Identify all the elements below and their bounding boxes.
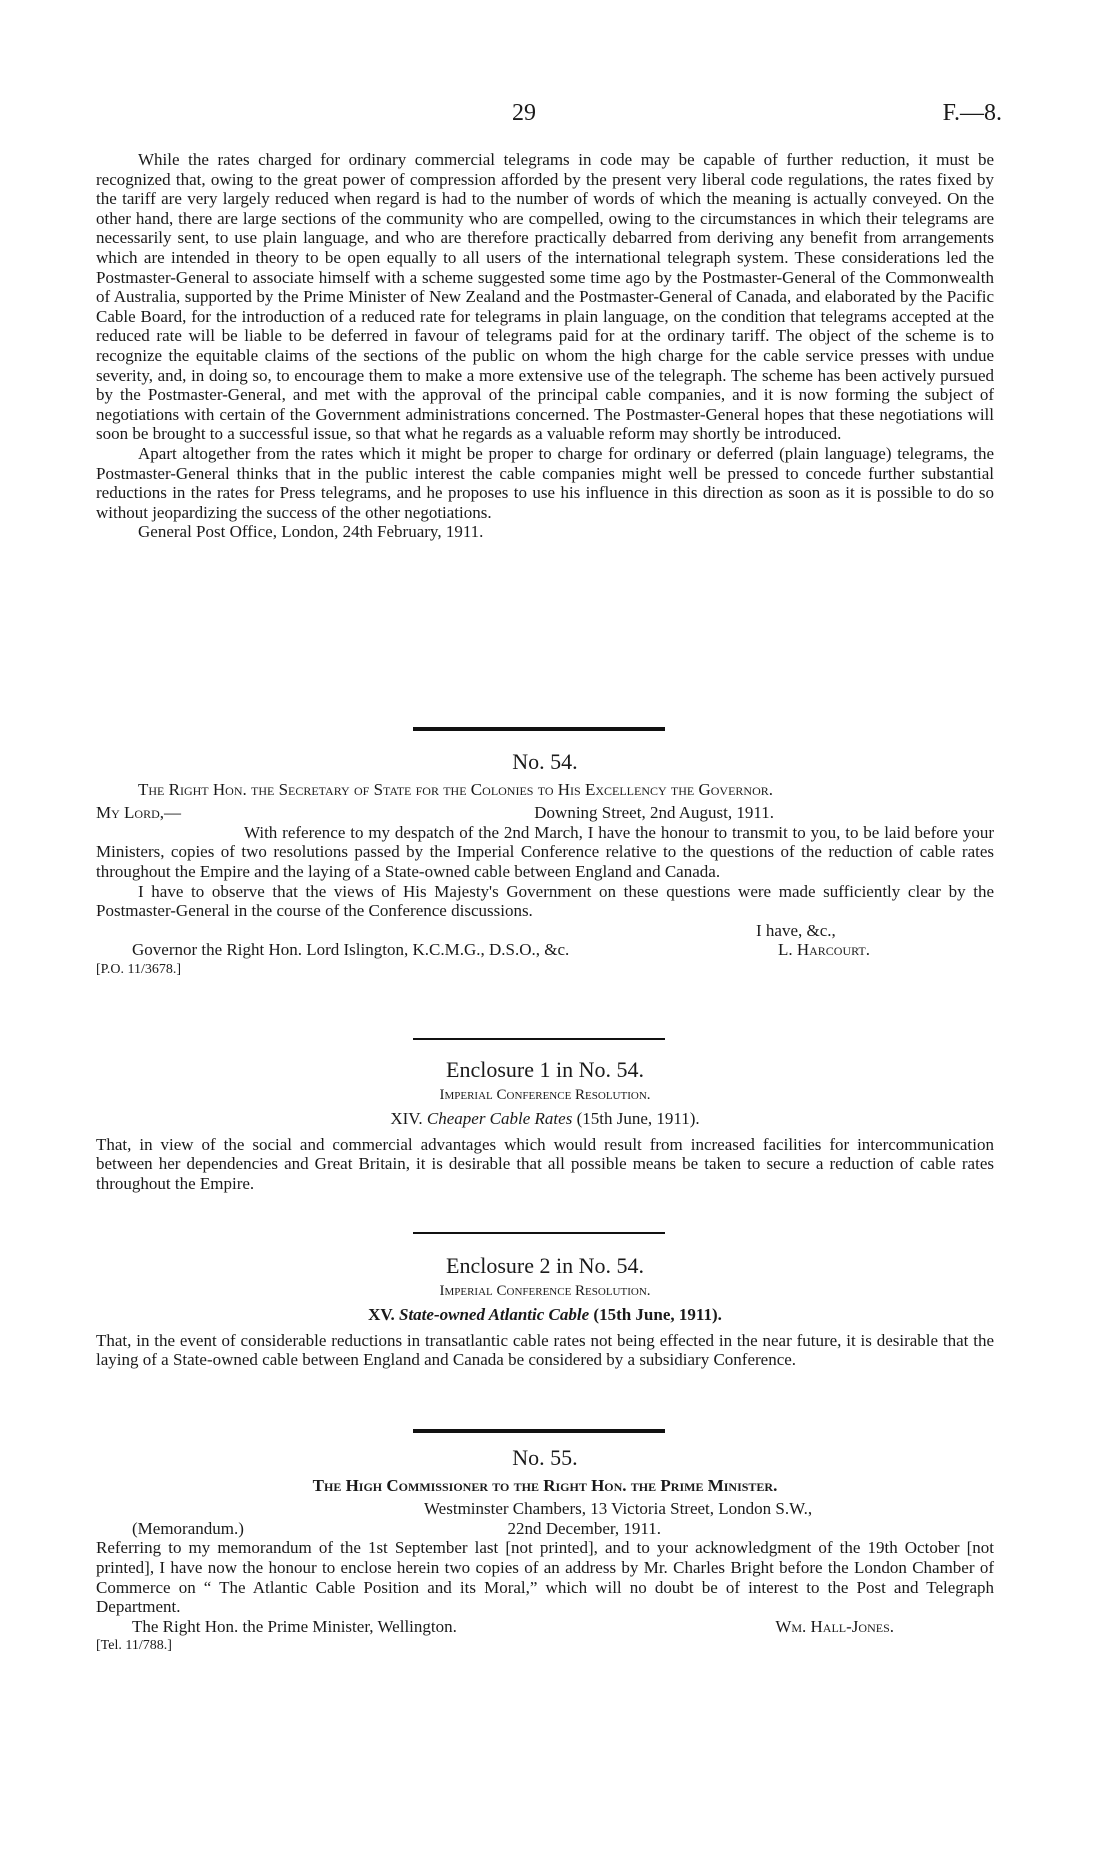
letter-54-closing: I have, &c., — [756, 920, 836, 940]
letter-54-heading: No. 54. — [512, 749, 578, 774]
section-divider — [413, 1232, 665, 1234]
letter-54-salutation: My Lord,— — [96, 803, 182, 823]
letter-55 — [96, 1445, 994, 1656]
letter-55-addressee: The Right Hon. the Prime Minister, Wellington. — [132, 1616, 457, 1636]
enclosure-2-resolution-line — [96, 1305, 994, 1325]
intro-paragraph-2: Apart altogether from the rates which it might be proper to charge for ordinary or deferred (plain language) telegrams, the Postmaster-General thinks that in the public interest the cable companies might well be pressed to concede further substantial reductions in the rates for Press telegrams, and he proposes to use his influence in this direction as soon as it is possible to do so without jeopardizing the success of the other negotiations. — [96, 443, 994, 522]
document-reference: F.—8. — [942, 100, 1002, 126]
letter-55-signature: Wm. Hall-Jones. — [775, 1616, 894, 1636]
letter-55-date: 22nd December, 1911. — [507, 1518, 661, 1538]
enclosure-2-text: That, in the event of considerable reductions in transatlantic cable rates not being effected in the near future, it is desirable that the laying of a State-owned cable between England and Canada be considered by a subsidiary Conference. — [96, 1330, 994, 1370]
letter-54-signature: L. Harcourt. — [777, 940, 870, 960]
letter-55-file-ref: [Tel. 11/788.] — [96, 1638, 172, 1654]
enclosure-2-subheading: Imperial Conference Resolution. — [439, 1282, 651, 1299]
letter-55-from-to: The High Commissioner to the Right Hon. the Prime Minister. — [312, 1475, 778, 1495]
section-divider — [413, 727, 665, 731]
enclosure-1-text: That, in view of the social and commercial advantages which would result from increased facilities for intercommunication between her dependencies and Great Britain, it is desirable that all possible means be taken to secure a reduction of cable rates throughout the Empire. — [96, 1134, 994, 1193]
intro-dateline: General Post Office, London, 24th February, 1911. — [138, 522, 484, 542]
enclosure-2-resolution-date: (15th June, 1911). — [593, 1305, 722, 1325]
enclosure-1 — [96, 1057, 994, 1194]
letter-54 — [96, 749, 994, 980]
letter-54-file-ref: [P.O. 11/3678.] — [96, 961, 182, 977]
letter-54-addressee: Governor the Right Hon. Lord Islington, K.C.M.G., D.S.O., &c. — [132, 940, 570, 960]
letter-54-paragraph-2: I have to observe that the views of His Majesty's Government on these questions were made sufficiently clear by the Postmaster-General in the course of the Conference discussions. — [96, 881, 994, 921]
section-divider — [413, 1429, 665, 1433]
enclosure-1-resolution-date: (15th June, 1911). — [576, 1109, 700, 1129]
enclosure-1-resolution-line — [96, 1109, 994, 1129]
enclosure-1-subheading: Imperial Conference Resolution. — [439, 1086, 651, 1103]
letter-55-address: Westminster Chambers, 13 Victoria Street, London S.W., — [424, 1499, 813, 1519]
letter-55-text: Referring to my memorandum of the 1st September last [not printed], and to your acknowledgment of the 19th October [not printed], I have now the honour to enclose herein two copies of an address by Mr. Charles Bright before the London Chamber of Commerce on “ The Atlantic Cable Position and its Moral,” which will no doubt be of interest to the Post and Telegraph Department. — [96, 1538, 994, 1617]
letter-55-memo-label: (Memorandum.) — [132, 1518, 244, 1538]
enclosure-2-heading: Enclosure 2 in No. 54. — [446, 1253, 644, 1278]
letter-54-place-date: Downing Street, 2nd August, 1911. — [534, 803, 774, 823]
enclosure-1-heading: Enclosure 1 in No. 54. — [446, 1057, 644, 1082]
intro-section — [96, 150, 994, 542]
enclosure-1-resolution-number: XIV. — [390, 1109, 423, 1129]
letter-54-paragraph-1: With reference to my despatch of the 2nd March, I have the honour to transmit to you, to be laid before your Ministers, copies of two resolutions passed by the Imperial Conference relative to the questions of the reduction of cable rates throughout the Empire and the laying of a State-owned cable between England and Canada. — [96, 822, 994, 881]
letter-55-heading: No. 55. — [512, 1445, 578, 1470]
enclosure-2-resolution-title: State-owned Atlantic Cable — [399, 1305, 590, 1325]
letter-54-from-to: The Right Hon. the Secretary of State for the Colonies to His Excellency the Governor. — [138, 779, 774, 799]
enclosure-2 — [96, 1253, 994, 1370]
enclosure-2-resolution-number: XV. — [368, 1305, 395, 1325]
section-divider — [413, 1038, 665, 1040]
enclosure-1-resolution-title: Cheaper Cable Rates — [426, 1109, 573, 1129]
intro-paragraph-1: While the rates charged for ordinary commercial telegrams in code may be capable of further reduction, it must be recognized that, owing to the great power of compression afforded by the present very liberal code regulations, the rates fixed by the tariff are very largely reduced when regard is had to the number of words of which the meaning is actually conveyed. On the other hand, there are large sections of the community who are compelled, owing to the circumstances in which their telegrams are necessarily sent, to use plain language, and who are therefore practically debarred from deriving any benefit from arrangements which are intended in theory to be open equally to all users of the international telegraph system. These considerations led the Postmaster-General to associate himself with a scheme suggested some time ago by the Postmaster-General of the Commonwealth of Australia, supported by the Prime Minister of New Zealand and the Postmaster-General of Canada, and elaborated by the Pacific Cable Board, for the introduction of a reduced rate for telegrams in plain language, on the condition that telegrams accepted at the reduced rate will be liable to be deferred in favour of telegrams paid for at the ordinary tariff. The object of the scheme is to recognize the equitable claims of the sections of the public on whom the high charge for the cable service presses with undue severity, and, in doing so, to encourage them to make a more extensive use of the telegraph. The scheme has been actively pursued by the Postmaster-General, and met with the approval of the principal cable companies, and it is now forming the subject of negotiations with certain of the Government administrations concerned. The Postmaster-General hopes that these negotiations will soon be brought to a successful issue, so that what he regards as a valuable reform may shortly be introduced. — [96, 150, 994, 444]
page-number: 29 — [512, 100, 536, 126]
